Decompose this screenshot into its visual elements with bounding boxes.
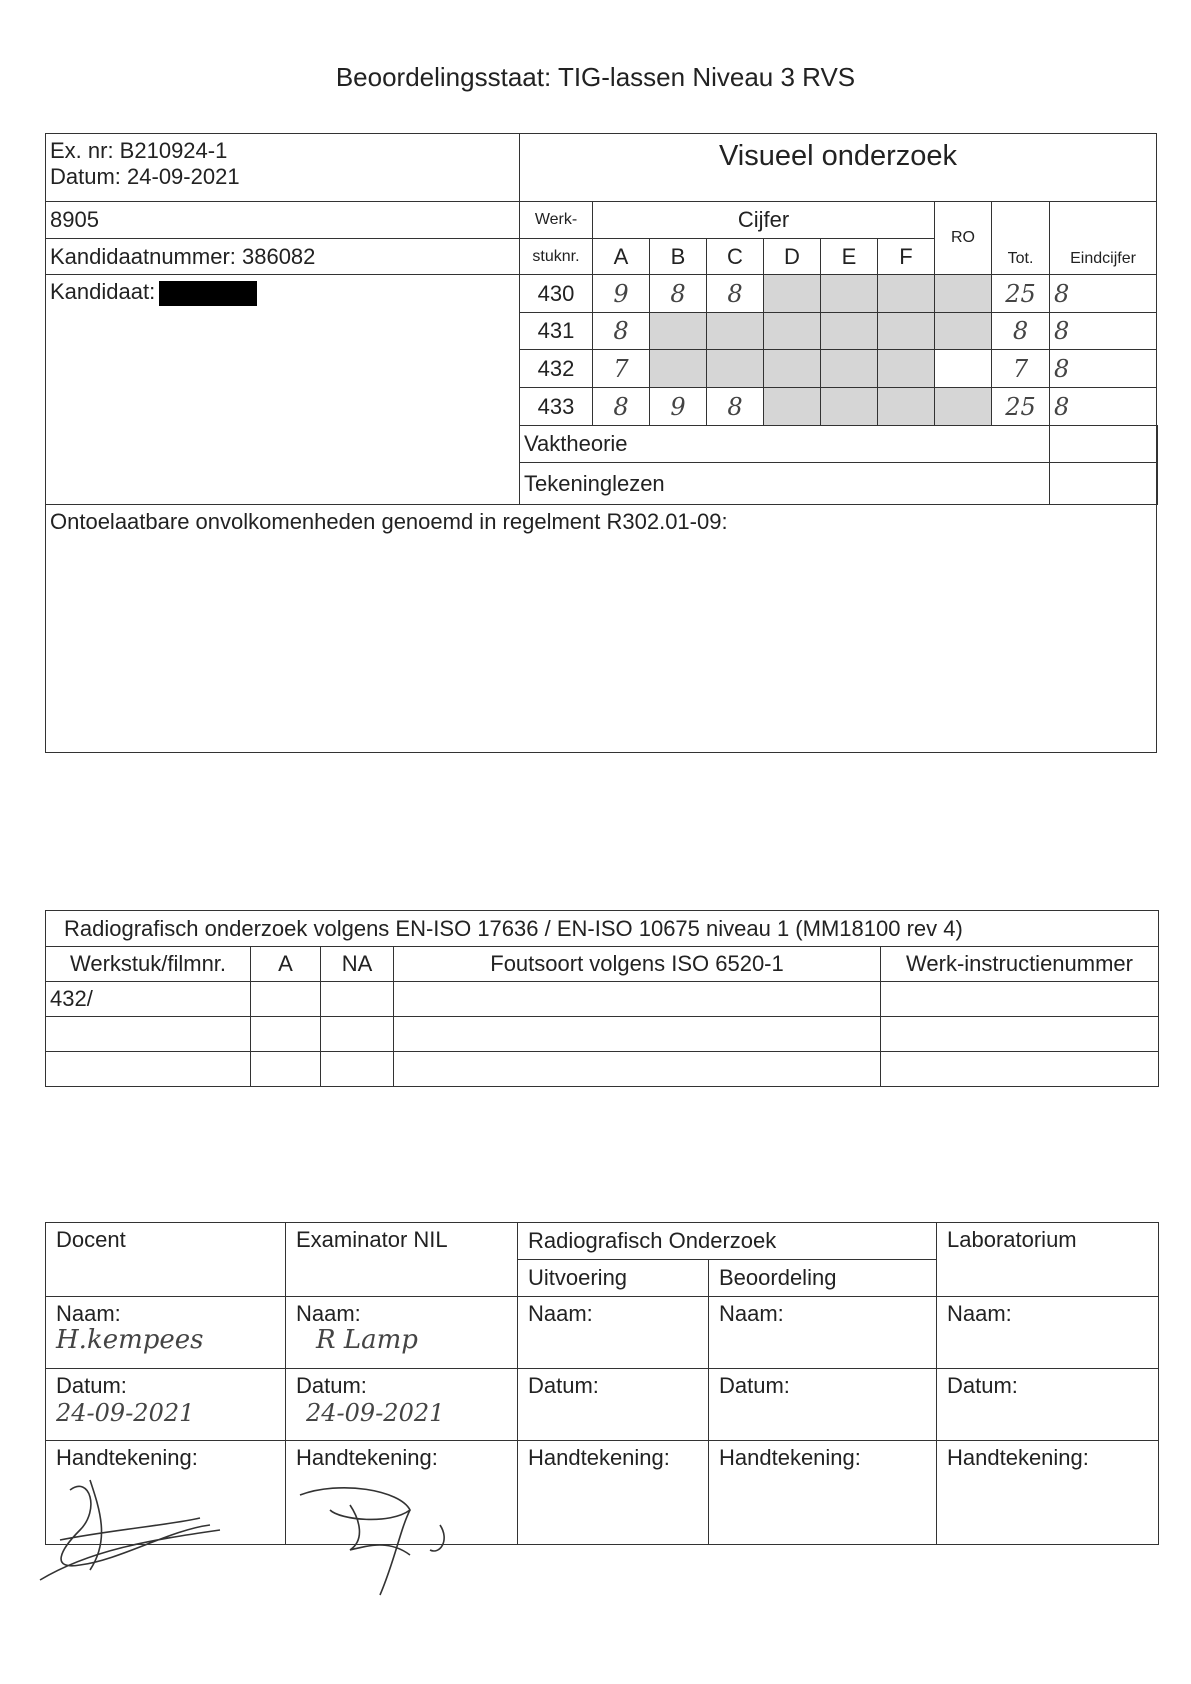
row-432-f — [878, 350, 935, 388]
radiography-table — [45, 910, 1159, 1087]
row-430-e — [821, 275, 878, 313]
row-433-a: 8 — [593, 388, 650, 426]
lab-datum-label: Datum: — [937, 1369, 1159, 1441]
row-431-a: 8 — [593, 313, 650, 350]
kandidaat-cell — [46, 275, 520, 505]
col-werk-instructienummer: Werk-instructienummer — [881, 947, 1159, 982]
row-432-e — [821, 350, 878, 388]
vaktheorie-value — [1157, 426, 1158, 463]
col-foutsoort: Foutsoort volgens ISO 6520-1 — [394, 947, 881, 982]
examinator-datum-value: 24-09-2021 — [306, 1399, 445, 1427]
examinator-handtekening-label: Handtekening: — [286, 1441, 518, 1545]
tot-label: Tot. — [992, 202, 1050, 275]
row-430-nr: 430 — [520, 275, 593, 313]
row-431-b — [650, 313, 707, 350]
col-header-a: A — [593, 239, 650, 275]
row-431-e — [821, 313, 878, 350]
vaktheorie-label: Vaktheorie — [520, 426, 1050, 463]
row-433-nr: 433 — [520, 388, 593, 426]
exam-info-cell — [46, 134, 520, 202]
ro-label: RO — [935, 202, 992, 275]
onvolkomenheden-box: Ontoelaatbare onvolkomenheden genoemd in regelment R302.01-09: — [46, 505, 1157, 753]
radiografisch-header: Radiografisch Onderzoek — [518, 1223, 937, 1260]
kandidaat-label: Kandidaat: — [50, 279, 156, 304]
uitvoering-naam-label: Naam: — [518, 1297, 709, 1369]
docent-naam-label: Naam: — [56, 1301, 121, 1326]
col-header-d: D — [764, 239, 821, 275]
row-433-tot: 25 — [992, 388, 1050, 426]
col-na: NA — [321, 947, 394, 982]
beoordeling-header: Beoordeling — [709, 1260, 937, 1297]
tekeninglezen-value — [1157, 463, 1158, 505]
tekeninglezen-label: Tekeninglezen — [520, 463, 1050, 505]
row-431-nr: 431 — [520, 313, 593, 350]
row-433-c: 8 — [707, 388, 764, 426]
redaction-bar — [159, 281, 257, 306]
beoordeling-naam-label: Naam: — [709, 1297, 937, 1369]
row-432-d — [764, 350, 821, 388]
docent-header: Docent — [46, 1223, 286, 1297]
visual-inspection-table — [45, 133, 1158, 753]
row-432-eind: 8 — [1050, 350, 1157, 388]
col-header-c: C — [707, 239, 764, 275]
row-430-f — [878, 275, 935, 313]
uitvoering-datum-label: Datum: — [518, 1369, 709, 1441]
exam-date: Datum: 24-09-2021 — [50, 164, 240, 189]
werkstuk-label-2: stuknr. — [520, 239, 593, 275]
docent-naam-value: H.kempees — [56, 1325, 204, 1355]
row-431-eind: 8 — [1050, 313, 1157, 350]
row-433-f — [878, 388, 935, 426]
docent-datum-value: 24-09-2021 — [56, 1399, 195, 1427]
signature-table — [45, 1222, 1159, 1545]
table-row — [46, 1052, 1159, 1087]
row-432-ro — [935, 350, 992, 388]
col-header-f: F — [878, 239, 935, 275]
vaktheorie-tot — [1050, 426, 1157, 463]
row-431-c — [707, 313, 764, 350]
examinator-naam-value: R Lamp — [316, 1325, 418, 1355]
row-2-werkstuk — [46, 1017, 251, 1052]
row-430-b: 8 — [650, 275, 707, 313]
row-3-werkstuk — [46, 1052, 251, 1087]
eindcijfer-label: Eindcijfer — [1050, 202, 1157, 275]
row-432-c — [707, 350, 764, 388]
row-432-nr: 432 — [520, 350, 593, 388]
row-432-a: 7 — [593, 350, 650, 388]
row-433-d — [764, 388, 821, 426]
lab-naam-label: Naam: — [937, 1297, 1159, 1369]
examinator-naam-label: Naam: — [296, 1301, 361, 1326]
row-430-a: 9 — [593, 275, 650, 313]
beoordeling-datum-label: Datum: — [709, 1369, 937, 1441]
exam-number: Ex. nr: B210924-1 — [50, 138, 228, 163]
lab-handtekening-label: Handtekening: — [937, 1441, 1159, 1545]
row-430-eind: 8 — [1050, 275, 1157, 313]
col-header-b: B — [650, 239, 707, 275]
row-432-tot: 7 — [992, 350, 1050, 388]
row-431-d — [764, 313, 821, 350]
uitvoering-header: Uitvoering — [518, 1260, 709, 1297]
col-werkstuk-filmnr: Werkstuk/filmnr. — [46, 947, 251, 982]
row-433-ro — [935, 388, 992, 426]
code-cell: 8905 — [46, 202, 520, 239]
row-433-eind: 8 — [1050, 388, 1157, 426]
row-1-werkstuk: 432/ — [46, 982, 251, 1017]
kandidaatnummer: Kandidaatnummer: 386082 — [46, 239, 520, 275]
col-a: A — [251, 947, 321, 982]
row-433-b: 9 — [650, 388, 707, 426]
row-433-e — [821, 388, 878, 426]
cijfer-label: Cijfer — [593, 202, 935, 239]
beoordeling-handtekening-label: Handtekening: — [709, 1441, 937, 1545]
visual-inspection-heading: Visueel onderzoek — [520, 134, 1157, 202]
row-431-tot: 8 — [992, 313, 1050, 350]
row-431-f — [878, 313, 935, 350]
examinator-header: Examinator NIL — [286, 1223, 518, 1297]
examinator-datum-label: Datum: — [296, 1373, 367, 1398]
row-430-d — [764, 275, 821, 313]
row-430-c: 8 — [707, 275, 764, 313]
docent-datum-label: Datum: — [56, 1373, 127, 1398]
page-title: Beoordelingsstaat: TIG-lassen Niveau 3 RVS — [335, 62, 856, 92]
docent-handtekening-label: Handtekening: — [46, 1441, 286, 1545]
col-header-e: E — [821, 239, 878, 275]
werkstuk-label-1: Werk- — [520, 202, 593, 239]
uitvoering-handtekening-label: Handtekening: — [518, 1441, 709, 1545]
row-432-b — [650, 350, 707, 388]
tekeninglezen-tot — [1050, 463, 1157, 505]
row-431-ro — [935, 313, 992, 350]
radiography-heading: Radiografisch onderzoek volgens EN-ISO 17636 / EN-ISO 10675 niveau 1 (MM18100 rev 4) — [46, 911, 1159, 947]
row-430-tot: 25 — [992, 275, 1050, 313]
row-430-ro — [935, 275, 992, 313]
table-row — [46, 1017, 1159, 1052]
table-row — [46, 982, 1159, 1017]
laboratorium-header: Laboratorium — [937, 1223, 1159, 1297]
